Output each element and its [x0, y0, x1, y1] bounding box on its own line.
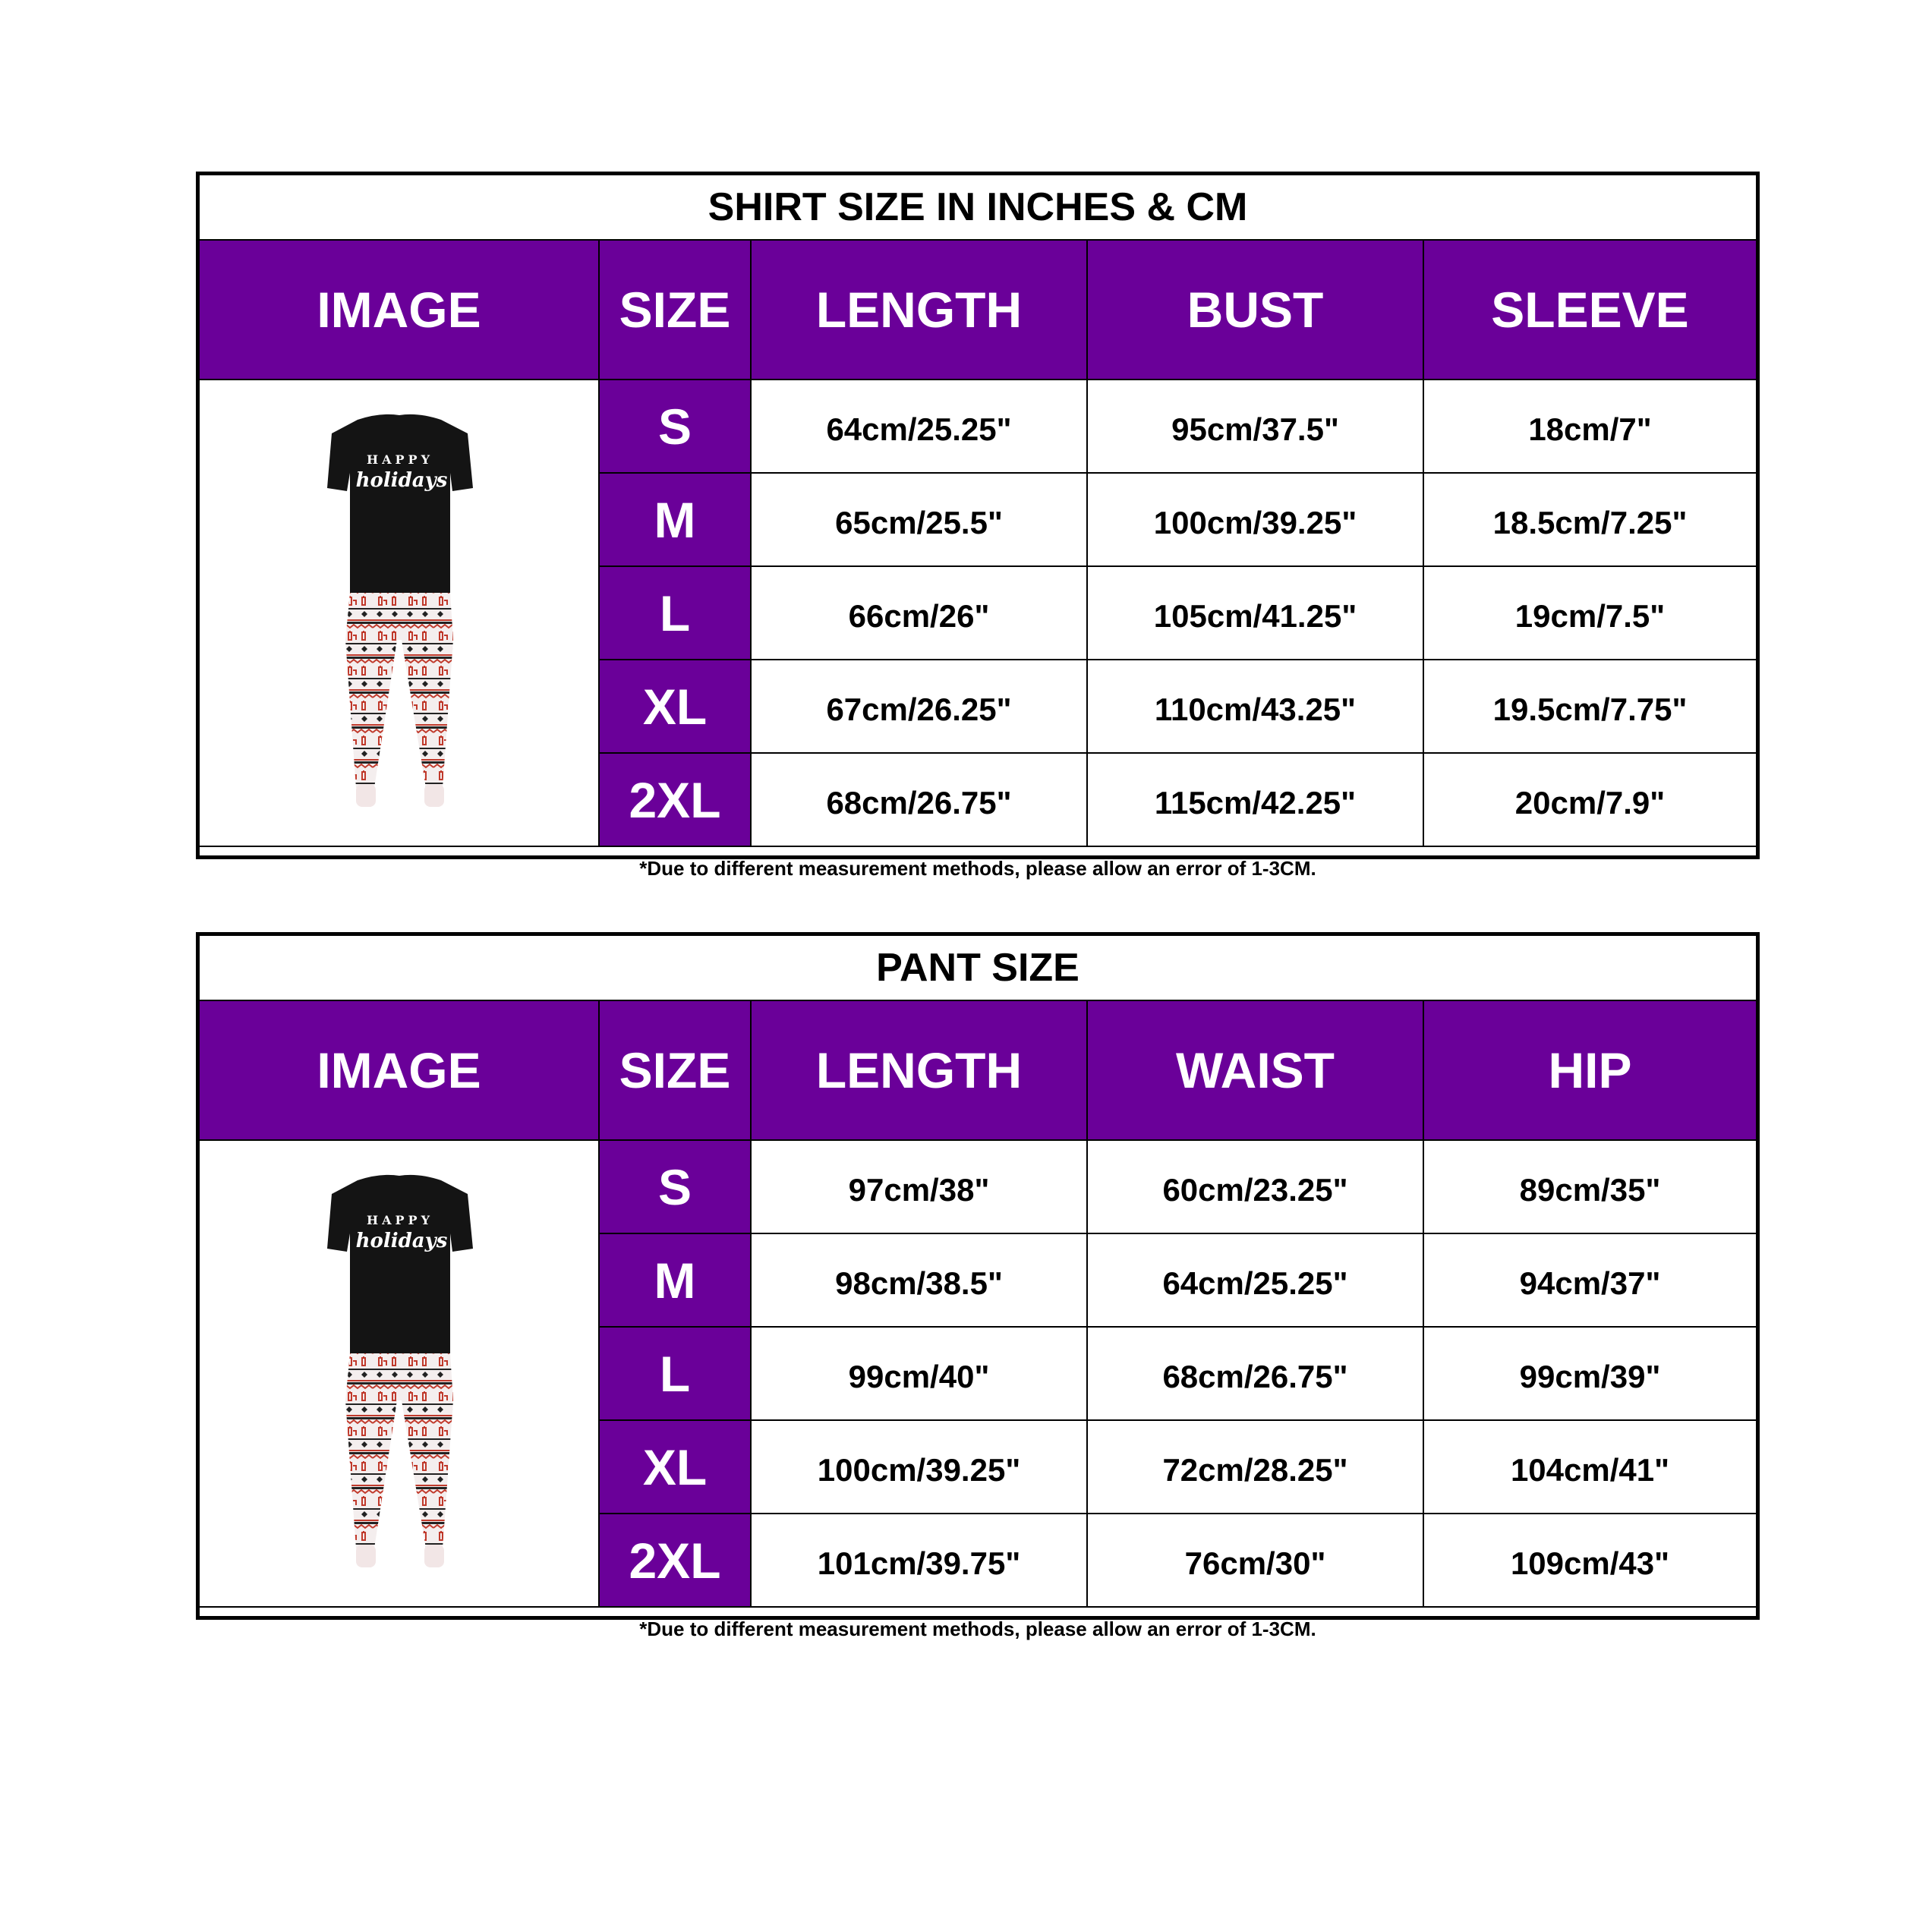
bust-value: 110cm/43.25"	[1087, 660, 1423, 753]
shirt-size-table	[200, 241, 1756, 847]
tshirt-shape	[327, 414, 473, 594]
hip-value: 99cm/39"	[1423, 1327, 1756, 1420]
waist-value: 60cm/23.25"	[1087, 1140, 1423, 1233]
shirt-print-text-2: holidays	[355, 1229, 447, 1252]
header-bust: BUST	[1087, 241, 1423, 380]
hip-value: 104cm/41"	[1423, 1420, 1756, 1514]
header-size: SIZE	[599, 241, 751, 380]
left-cuff	[356, 784, 376, 807]
length-value: 97cm/38"	[751, 1140, 1087, 1233]
pant-header-row	[200, 1001, 1756, 1140]
length-value: 101cm/39.75"	[751, 1514, 1087, 1607]
length-value: 99cm/40"	[751, 1327, 1087, 1420]
length-value: 100cm/39.25"	[751, 1420, 1087, 1514]
header-size: SIZE	[599, 1001, 751, 1140]
right-cuff	[424, 1545, 444, 1567]
bust-value: 100cm/39.25"	[1087, 473, 1423, 566]
length-value: 67cm/26.25"	[751, 660, 1087, 753]
pant-size-chart	[196, 932, 1760, 1640]
sleeve-value: 18cm/7"	[1423, 380, 1756, 473]
pants-shape	[345, 1353, 453, 1548]
size-label: L	[599, 566, 751, 660]
waist-value: 64cm/25.25"	[1087, 1233, 1423, 1327]
length-value: 64cm/25.25"	[751, 380, 1087, 473]
waist-value: 76cm/30"	[1087, 1514, 1423, 1607]
header-sleeve: SLEEVE	[1423, 241, 1756, 380]
hip-value: 89cm/35"	[1423, 1140, 1756, 1233]
length-value: 65cm/25.5"	[751, 473, 1087, 566]
length-value: 66cm/26"	[751, 566, 1087, 660]
size-label: 2XL	[599, 753, 751, 846]
sleeve-value: 19.5cm/7.75"	[1423, 660, 1756, 753]
shirt-print-text-2: holidays	[355, 468, 447, 492]
bust-value: 105cm/41.25"	[1087, 566, 1423, 660]
product-image-cell	[200, 1140, 599, 1607]
header-image: IMAGE	[200, 241, 599, 380]
bust-value: 95cm/37.5"	[1087, 380, 1423, 473]
sleeve-value: 20cm/7.9"	[1423, 753, 1756, 846]
size-label: M	[599, 473, 751, 566]
length-value: 68cm/26.75"	[751, 753, 1087, 846]
pant-size-table	[200, 1001, 1756, 1608]
hip-value: 109cm/43"	[1423, 1514, 1756, 1607]
shirt-chart-title: SHIRT SIZE IN INCHES & CM	[200, 175, 1756, 241]
header-length: LENGTH	[751, 241, 1087, 380]
right-cuff	[424, 784, 444, 807]
measurement-note: *Due to different measurement methods, please allow an error of 1-3CM.	[639, 857, 1316, 880]
bust-value: 115cm/42.25"	[1087, 753, 1423, 846]
shirt-print-text-1: HAPPY	[366, 1212, 433, 1227]
size-label: 2XL	[599, 1514, 751, 1607]
table-row	[200, 1140, 1756, 1233]
pants-shape	[345, 593, 453, 788]
size-label: S	[599, 1140, 751, 1233]
shirt-header-row	[200, 241, 1756, 380]
size-label: M	[599, 1233, 751, 1327]
length-value: 98cm/38.5"	[751, 1233, 1087, 1327]
pajama-set-image	[312, 1173, 487, 1575]
pajama-set-image	[312, 412, 487, 814]
size-label: S	[599, 380, 751, 473]
sleeve-value: 19cm/7.5"	[1423, 566, 1756, 660]
header-image: IMAGE	[200, 1001, 599, 1140]
shirt-size-chart	[196, 172, 1760, 880]
size-label: L	[599, 1327, 751, 1420]
product-image-cell	[200, 380, 599, 846]
sleeve-value: 18.5cm/7.25"	[1423, 473, 1756, 566]
pant-chart-title: PANT SIZE	[200, 936, 1756, 1001]
waist-value: 68cm/26.75"	[1087, 1327, 1423, 1420]
table-row	[200, 380, 1756, 473]
shirt-print-text-1: HAPPY	[366, 452, 433, 467]
size-label: XL	[599, 660, 751, 753]
hip-value: 94cm/37"	[1423, 1233, 1756, 1327]
size-label: XL	[599, 1420, 751, 1514]
measurement-note: *Due to different measurement methods, please allow an error of 1-3CM.	[639, 1618, 1316, 1640]
header-length: LENGTH	[751, 1001, 1087, 1140]
tshirt-shape	[327, 1174, 473, 1354]
header-hip: HIP	[1423, 1001, 1756, 1140]
left-cuff	[356, 1545, 376, 1567]
waist-value: 72cm/28.25"	[1087, 1420, 1423, 1514]
header-waist: WAIST	[1087, 1001, 1423, 1140]
